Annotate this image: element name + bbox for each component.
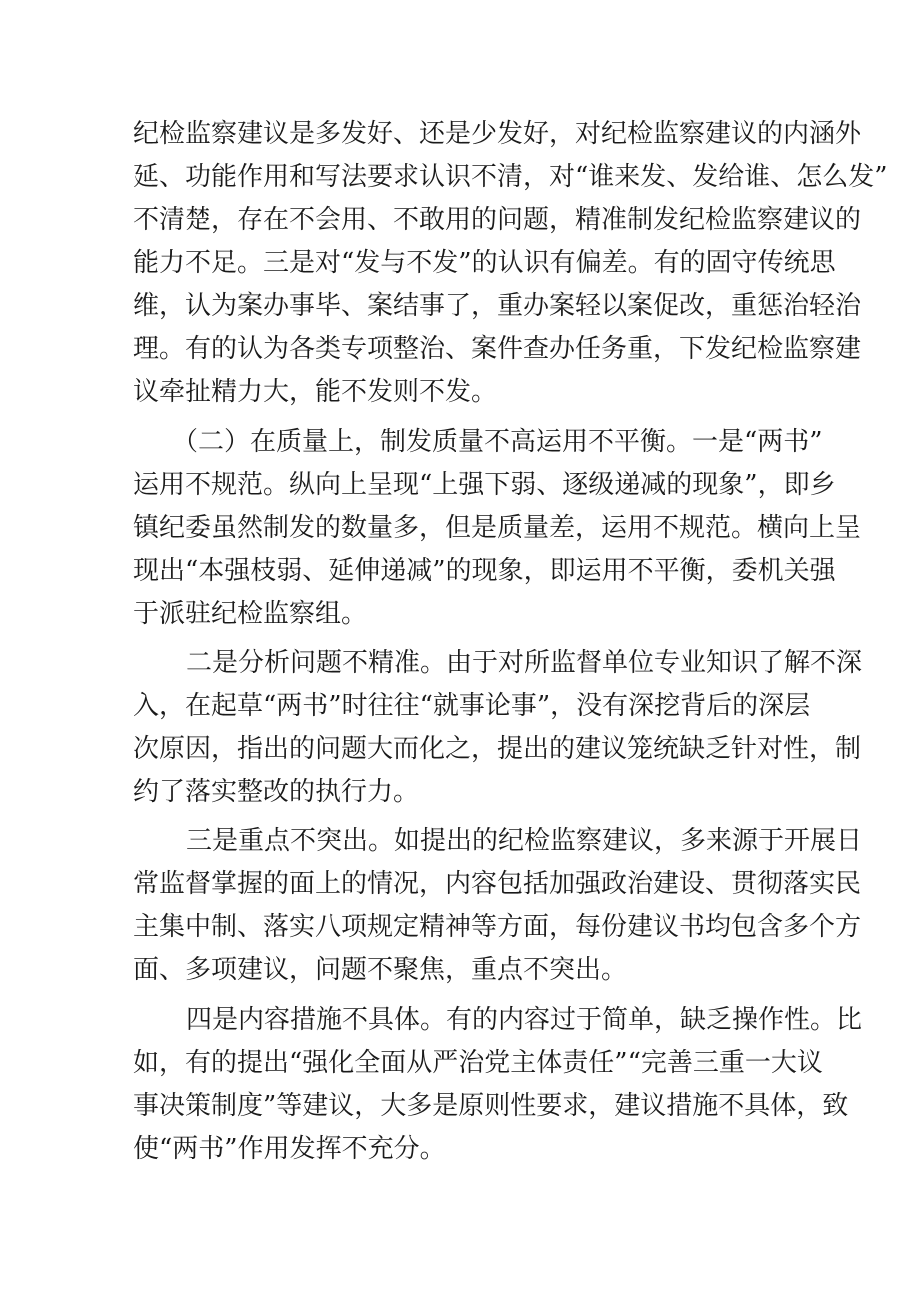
text-line: 使“两书”作用发挥不充分。	[133, 1134, 446, 1164]
text-line: 事决策制度”等建议，大多是原则性要求，建议措施不具体，致	[133, 1091, 849, 1121]
paragraph-first-line: 二是分析问题不精准。由于对所监督单位专业知识了解不深	[186, 648, 863, 678]
text-line: 常监督掌握的面上的情况，内容包括加强政治建设、贯彻落实民	[133, 869, 862, 899]
text-line: 面、多项建议，问题不聚焦，重点不突出。	[133, 955, 628, 985]
paragraph-first-line: 四是内容措施不具体。有的内容过于简单，缺乏操作性。比	[186, 1005, 863, 1035]
section-heading-line: （二）在质量上，制发质量不高运用不平衡。一是“两书”	[172, 427, 823, 457]
text-line: 纪检监察建议是多发好、还是少发好，对纪检监察建议的内涵外	[133, 119, 862, 149]
text-line: 理。有的认为各类专项整治、案件查办任务重，下发纪检监察建	[133, 334, 862, 364]
text-line: 能力不足。三是对“发与不发”的认识有偏差。有的固守传统思	[133, 248, 836, 278]
text-line: 不清楚，存在不会用、不敢用的问题，精准制发纪检监察建议的	[133, 205, 862, 235]
text-line: 于派驻纪检监察组。	[133, 599, 368, 629]
text-line: 维，认为案办事毕、案结事了，重办案轻以案促改，重惩治轻治	[133, 291, 862, 321]
text-line: 约了落实整改的执行力。	[133, 777, 420, 807]
text-line: 主集中制、落实八项规定精神等方面，每份建议书均包含多个方	[133, 912, 862, 942]
text-line: 如，有的提出“强化全面从严治党主体责任”“完善三重一大议	[133, 1048, 823, 1078]
text-line: 延、功能作用和写法要求认识不清，对“谁来发、发给谁、怎么发”	[133, 162, 888, 192]
text-line: 次原因，指出的问题大而化之，提出的建议笼统缺乏针对性，制	[133, 734, 862, 764]
text-line: 现出“本强枝弱、延伸递减”的现象，即运用不平衡，委机关强	[133, 556, 836, 586]
text-line: 入，在起草“两书”时往往“就事论事”，没有深挖背后的深层	[133, 691, 811, 721]
text-line: 运用不规范。纵向上呈现“上强下弱、逐级递减的现象”，即乡	[133, 470, 836, 500]
text-line: 议牵扯精力大，能不发则不发。	[133, 377, 498, 407]
paragraph-first-line: 三是重点不突出。如提出的纪检监察建议，多来源于开展日	[186, 826, 863, 856]
text-line: 镇纪委虽然制发的数量多，但是质量差，运用不规范。横向上呈	[133, 513, 862, 543]
